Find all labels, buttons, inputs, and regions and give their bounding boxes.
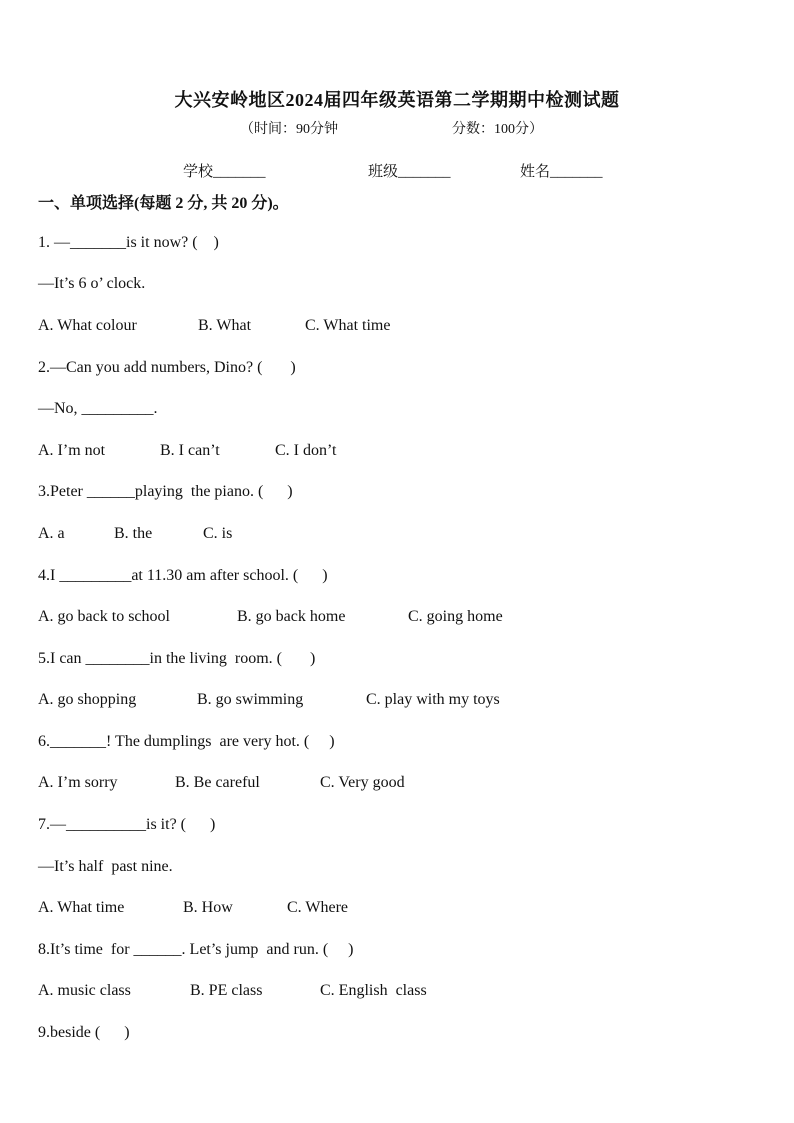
question-8-stem: 8.It’s time for ______. Let’s jump and run. ( ) xyxy=(38,941,354,958)
section-title: 一、单项选择(每题 2 分, 共 20 分)。 xyxy=(38,195,289,212)
question-4-option-c: C. going home xyxy=(408,608,503,625)
question-1-option-a: A. What colour xyxy=(38,317,137,334)
question-6-option-b: B. Be careful xyxy=(175,774,260,791)
question-5-option-c: C. play with my toys xyxy=(366,691,500,708)
question-8-option-a: A. music class xyxy=(38,982,131,999)
exam-time: （时间：90分钟 xyxy=(240,122,338,137)
question-6-stem: 6._______! The dumplings are very hot. ( ) xyxy=(38,733,335,750)
question-3-option-a: A. a xyxy=(38,525,65,542)
school-field: 学校_______ xyxy=(183,164,266,180)
question-7-option-b: B. How xyxy=(183,899,233,916)
question-3-option-c: C. is xyxy=(203,525,233,542)
question-1-stem: 1. —_______is it now? ( ) xyxy=(38,234,219,251)
question-2-option-b: B. I can’t xyxy=(160,442,220,459)
name-field: 姓名_______ xyxy=(520,164,603,180)
question-5-stem: 5.I can ________in the living room. ( ) xyxy=(38,650,316,667)
question-8-option-b: B. PE class xyxy=(190,982,263,999)
question-4-stem: 4.I _________at 11.30 am after school. ( ) xyxy=(38,567,328,584)
exam-score: 分数：100分） xyxy=(452,122,543,137)
question-2-option-c: C. I don’t xyxy=(275,442,337,459)
question-4-option-a: A. go back to school xyxy=(38,608,170,625)
question-6-option-c: C. Very good xyxy=(320,774,405,791)
question-1-dialog: —It’s 6 o’ clock. xyxy=(38,275,146,292)
question-7-option-a: A. What time xyxy=(38,899,125,916)
question-5-option-b: B. go swimming xyxy=(197,691,304,708)
question-1-option-c: C. What time xyxy=(305,317,391,334)
exam-title: 大兴安岭地区2024届四年级英语第二学期期中检测试题 xyxy=(174,90,620,110)
question-5-option-a: A. go shopping xyxy=(38,691,137,708)
question-6-option-a: A. I’m sorry xyxy=(38,774,118,791)
question-7-option-c: C. Where xyxy=(287,899,349,916)
question-2-dialog: —No, _________. xyxy=(38,400,158,417)
question-9-stem: 9.beside ( ) xyxy=(38,1024,130,1041)
question-2-option-a: A. I’m not xyxy=(38,442,106,459)
question-1-option-b: B. What xyxy=(198,317,252,334)
class-field: 班级_______ xyxy=(368,164,451,180)
question-8-option-c: C. English class xyxy=(320,982,427,999)
question-7-stem: 7.—__________is it? ( ) xyxy=(38,816,216,833)
question-3-stem: 3.Peter ______playing the piano. ( ) xyxy=(38,483,293,500)
question-2-stem: 2.—Can you add numbers, Dino? ( ) xyxy=(38,359,296,376)
question-4-option-b: B. go back home xyxy=(237,608,346,625)
question-3-option-b: B. the xyxy=(114,525,153,542)
question-7-dialog: —It’s half past nine. xyxy=(38,858,173,875)
